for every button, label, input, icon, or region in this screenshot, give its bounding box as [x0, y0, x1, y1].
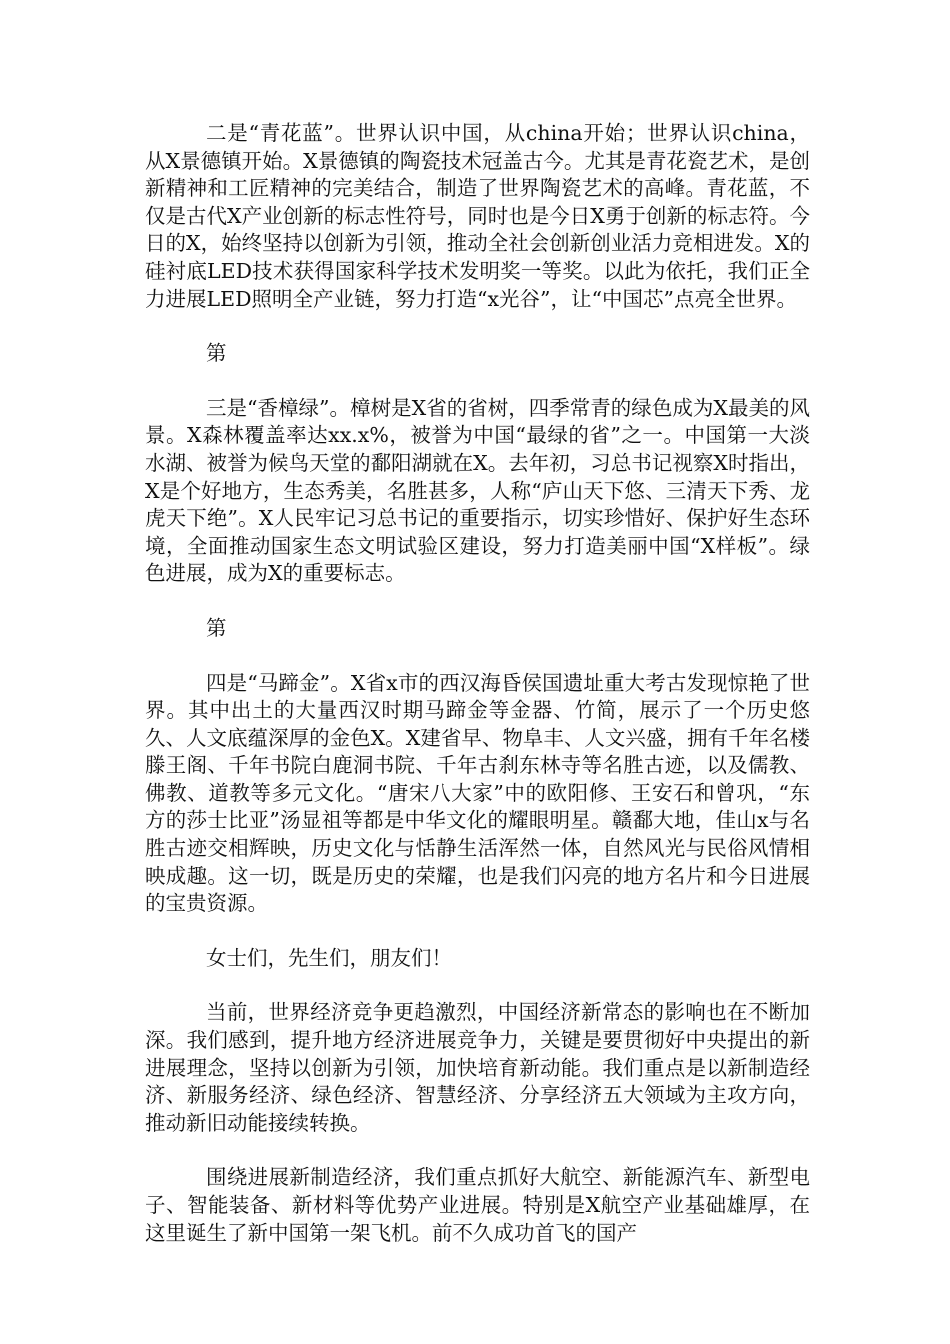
paragraph-fragment-2: 第: [206, 615, 227, 640]
paragraph-camphor-green: 三是“香樟绿”。樟树是X省的省树，四季常青的绿色成为X最美的风景。X森林覆盖率达xx.x%，被誉为中国“最绿的省”之一。中国第一大淡水湖、被誉为候鸟天堂的鄱阳湖就在X。去年初，习总书记视察X时指出，X是个好地方，生态秀美，名胜甚多，人称“庐山天下悠、三清天下秀、龙虎天下绝”。X人民牢记习总书记的重要指示，切实珍惜好、保护好生态环境，全面推动国家生态文明试验区建设，努力打造美丽中国“X样板”。绿色进展，成为X的重要标志。: [145, 395, 810, 586]
paragraph-economy: 当前，世界经济竞争更趋激烈，中国经济新常态的影响也在不断加深。我们感到，提升地方经济进展竞争力，关键是要贯彻好中央提出的新进展理念，坚持以创新为引领，加快培育新动能。我们重点是以新制造经济、新服务经济、绿色经济、智慧经济、分享经济五大领域为主攻方向，推动新旧动能接续转换。: [145, 1000, 810, 1135]
paragraph-greeting: 女士们，先生们，朋友们！: [206, 945, 452, 970]
paragraph-manufacturing: 围绕进展新制造经济，我们重点抓好大航空、新能源汽车、新型电子、智能装备、新材料等优势产业进展。特别是X航空产业基础雄厚，在这里诞生了新中国第一架飞机。前不久成功首飞的国产: [145, 1165, 810, 1245]
paragraph-fragment-1: 第: [206, 341, 227, 366]
paragraph-qinghua-blue: 二是“青花蓝”。世界认识中国，从china开始；世界认识china，从X景德镇开始。X景德镇的陶瓷技术冠盖古今。尤其是青花瓷艺术，是创新精神和工匠精神的完美结合，制造了世界陶瓷艺术的高峰。青花蓝，不仅是古代X产业创新的标志性符号，同时也是今日X勇于创新的标志符。今日的X，始终坚持以创新为引领，推动全社会创新创业活力竞相进发。X的硅衬底LED技术获得国家科学技术发明奖一等奖。以此为依托，我们正全力进展LED照明全产业链，努力打造“x光谷”，让“中国芯”点亮全世界。: [145, 121, 810, 311]
paragraph-horseshoe-gold: 四是“马蹄金”。X省x市的西汉海昏侯国遗址重大考古发现惊艳了世界。其中出土的大量西汉时期马蹄金等金器、竹简，展示了一个历史悠久、人文底蕴深厚的金色X。X建省早、物阜丰、人文兴盛，拥有千年名楼滕王阁、千年书院白鹿洞书院、千年古刹东林寺等名胜古迹，以及儒教、佛教、道教等多元文化。“唐宋八大家”中的欧阳修、王安石和曾巩，“东方的莎士比亚”汤显祖等都是中华文化的耀眼明星。赣鄱大地，佳山x与名胜古迹交相辉映，历史文化与恬静生活浑然一体，自然风光与民俗风情相映成趣。这一切，既是历史的荣耀，也是我们闪亮的地方名片和今日进展的宝贵资源。: [145, 670, 810, 916]
document-body: [145, 120, 810, 1274]
